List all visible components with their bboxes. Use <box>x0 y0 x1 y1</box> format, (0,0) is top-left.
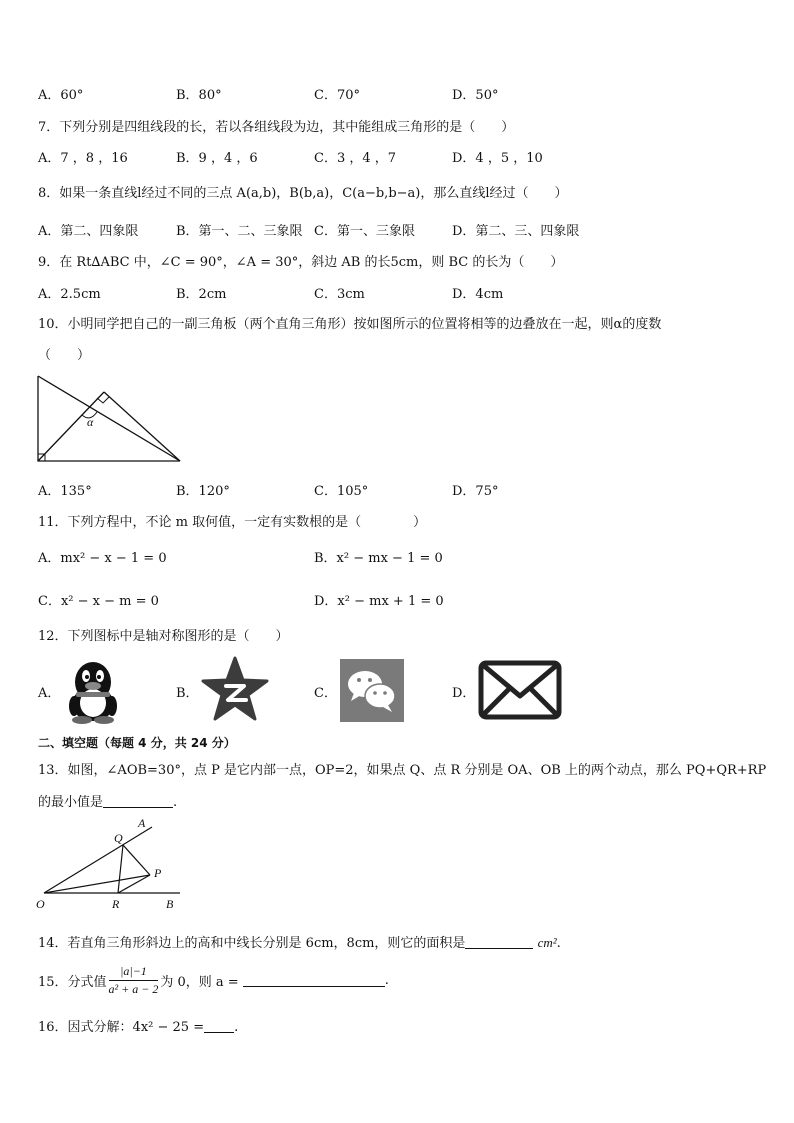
q13-stem-line1: 13．如图，∠AOB=30°，点 P 是它内部一点，OP=2，如果点 Q、点 R 分别是 OA、OB 上的两个动点，那么 PQ+QR+RP <box>38 763 767 778</box>
q10-option-d: D．75° <box>452 484 499 499</box>
q11-option-a: A．mx² − x − 1 = 0 <box>38 551 167 566</box>
q13-label-r: R <box>112 897 120 911</box>
q15-denominator: a² + a − 2 <box>108 982 159 996</box>
q6-option-a: A．60° <box>38 88 84 103</box>
q15-end: . <box>384 973 389 988</box>
q9-option-d: D．4cm <box>452 287 504 302</box>
q7-option-c: C．3 ，4 ，7 <box>314 151 397 166</box>
q7-option-d: D．4 ，5 ，10 <box>452 151 543 166</box>
q13-answer-blank <box>103 795 173 808</box>
q10-option-a: A．135° <box>38 484 92 499</box>
q11-option-b: B．x² − mx − 1 = 0 <box>314 551 443 566</box>
q12-stem: 12．下列图标中是轴对称图形的是（ ） <box>38 629 289 644</box>
q8-option-c: C．第一、三象限 <box>314 224 415 239</box>
q9-option-b: B．2cm <box>176 287 227 302</box>
q10-alpha-label: α <box>87 415 94 429</box>
q14-stem-text: 14．若直角三角形斜边上的高和中线长分别是 6cm，8cm，则它的面积是 <box>38 936 466 951</box>
q11-stem: 11．下列方程中，不论 m 取何值，一定有实数根的是（ ） <box>38 515 427 530</box>
q15-prefix: 15．分式值 <box>38 975 107 990</box>
q15-numerator: |a|−1 <box>109 964 159 981</box>
q10-option-b: B．120° <box>176 484 230 499</box>
q14-stem <box>38 932 561 951</box>
q13-label-p: P <box>154 866 162 880</box>
q10-triangle-figure <box>34 372 186 466</box>
q13-stem-line2 <box>38 791 177 810</box>
star-z-icon <box>200 656 270 724</box>
q9-option-c: C．3cm <box>314 287 365 302</box>
q14-answer-blank <box>465 936 533 949</box>
q12-letter-d: D． <box>452 686 476 701</box>
q9-option-a: A．2.5cm <box>38 287 101 302</box>
envelope-icon <box>478 660 562 720</box>
q6-option-d: D．50° <box>452 88 499 103</box>
q7-stem: 7．下列分别是四组线段的长，若以各组线段为边，其中能组成三角形的是（ ） <box>38 120 515 135</box>
q13-stem-end: . <box>173 795 178 810</box>
q8-option-d: D．第二、三、四象限 <box>452 224 580 239</box>
q13-label-a: A <box>138 816 146 830</box>
q13-label-q: Q <box>114 831 123 845</box>
q12-letter-a: A． <box>38 686 61 701</box>
q16-answer-blank <box>204 1020 234 1033</box>
q13-stem-text: 的最小值是 <box>38 795 104 810</box>
q14-end: . <box>556 936 561 951</box>
q8-option-b: B．第一、二、三象限 <box>176 224 303 239</box>
q15-middle: 为 0，则 a = <box>160 975 239 990</box>
q9-stem: 9．在 Rt∆ABC 中，∠C = 90°，∠A = 30°，斜边 AB 的长5cm，则 BC 的长为（ ） <box>38 255 564 270</box>
q11-option-c: C．x² − x − m = 0 <box>38 594 159 609</box>
q12-letter-c: C． <box>314 686 337 701</box>
q16-prefix: 16．因式分解：4x² − 25 = <box>38 1020 205 1035</box>
q8-stem: 8．如果一条直线l经过不同的三点 A(a,b)，B(b,a)，C(a−b,b−a)，那么直线l经过（ ） <box>38 186 568 201</box>
q15-answer-blank <box>243 974 385 987</box>
q8-option-a: A．第二、四象限 <box>38 224 139 239</box>
q6-option-b: B．80° <box>176 88 222 103</box>
q14-unit: cm² <box>537 935 557 950</box>
section-2-title: 二、填空题（每题 4 分，共 24 分） <box>38 736 236 750</box>
q15-fraction <box>109 964 159 997</box>
q15-stem <box>38 964 389 997</box>
q16-stem <box>38 1016 238 1035</box>
chat-bubbles-icon <box>340 659 404 722</box>
q7-option-b: B．9 ，4 ，6 <box>176 151 258 166</box>
q13-label-b: B <box>166 897 174 911</box>
q6-option-c: C．70° <box>314 88 360 103</box>
q10-stem-paren: （ ） <box>38 348 91 363</box>
q10-option-c: C．105° <box>314 484 369 499</box>
q7-option-a: A．7 ，8 ，16 <box>38 151 128 166</box>
q13-angle-figure <box>34 815 184 915</box>
penguin-icon <box>60 656 126 724</box>
q12-letter-b: B． <box>176 686 199 701</box>
q10-stem: 10．小明同学把自己的一副三角板（两个直角三角形）按如图所示的位置将相等的边叠放在一起，则α的度数 <box>38 317 662 332</box>
q11-option-d: D．x² − mx + 1 = 0 <box>314 594 444 609</box>
q16-end: . <box>234 1020 239 1035</box>
q13-label-o: O <box>36 897 45 911</box>
